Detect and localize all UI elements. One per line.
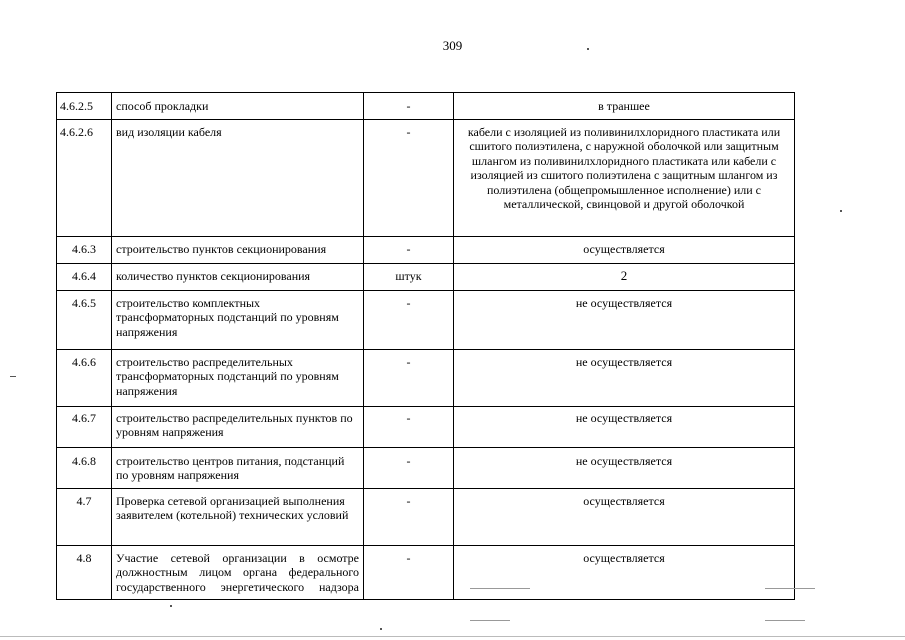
row-unit: - — [364, 546, 454, 600]
row-description: строительство пунктов секционирования — [112, 237, 364, 264]
row-value: осуществляется — [454, 489, 795, 546]
row-description: способ прокладки — [112, 93, 364, 120]
row-description: Участие сетевой организации в осмотре должностным лицом органа федерального государственного энергетического надзора — [112, 546, 364, 600]
row-number: 4.6.8 — [57, 448, 112, 489]
row-value: кабели с изоляцией из поливинилхлоридного пластиката или сшитого полиэтилена, с наружной оболочкой или защитным шлангом из поливинилхлоридного пластиката или кабели с изоляцией из сшитого полиэтилена с защитным шлангом из полиэтилена (общепромышленное исполнение) или с металлической, свинцовой и другой оболочкой — [454, 120, 795, 237]
table-row — [57, 93, 795, 120]
row-description: строительство распределительных трансформаторных подстанций по уровням напряжения — [112, 350, 364, 407]
row-value: не осуществляется — [454, 407, 795, 448]
row-unit: - — [364, 448, 454, 489]
scan-speck — [587, 48, 589, 50]
row-value: в траншее — [454, 93, 795, 120]
row-description: строительство комплектных трансформаторных подстанций по уровням напряжения — [112, 291, 364, 350]
table-row — [57, 264, 795, 291]
scan-speck — [170, 605, 172, 607]
scan-speck — [470, 620, 510, 621]
row-value: 2 — [454, 264, 795, 291]
table-row — [57, 237, 795, 264]
row-description: вид изоляции кабеля — [112, 120, 364, 237]
scan-speck — [380, 628, 382, 630]
row-value: не осуществляется — [454, 448, 795, 489]
table-row — [57, 546, 795, 600]
scan-speck — [470, 588, 530, 589]
row-description: Проверка сетевой организацией выполнения заявителем (котельной) технических условий — [112, 489, 364, 546]
row-number: 4.6.6 — [57, 350, 112, 407]
scan-speck — [0, 636, 905, 637]
row-value: осуществляется — [454, 546, 795, 600]
page-number: 309 — [442, 38, 463, 53]
table-row — [57, 291, 795, 350]
scan-speck — [765, 588, 815, 589]
row-number: 4.6.2.5 — [57, 93, 112, 120]
row-value: осуществляется — [454, 237, 795, 264]
row-description: строительство центров питания, подстанций по уровням напряжения — [112, 448, 364, 489]
row-unit: - — [364, 237, 454, 264]
row-number: 4.8 — [57, 546, 112, 600]
table-row — [57, 489, 795, 546]
row-number: 4.6.7 — [57, 407, 112, 448]
scan-speck — [10, 376, 16, 377]
row-number: 4.6.3 — [57, 237, 112, 264]
table-row — [57, 448, 795, 489]
row-number: 4.7 — [57, 489, 112, 546]
row-number: 4.6.4 — [57, 264, 112, 291]
row-unit: - — [364, 350, 454, 407]
row-unit: штук — [364, 264, 454, 291]
scan-speck — [840, 210, 842, 212]
row-description: строительство распределительных пунктов по уровням напряжения — [112, 407, 364, 448]
scan-speck — [765, 620, 805, 621]
row-unit: - — [364, 291, 454, 350]
row-value: не осуществляется — [454, 350, 795, 407]
row-unit: - — [364, 407, 454, 448]
row-description: количество пунктов секционирования — [112, 264, 364, 291]
row-unit: - — [364, 489, 454, 546]
row-number: 4.6.5 — [57, 291, 112, 350]
table-row — [57, 407, 795, 448]
table-row — [57, 120, 795, 237]
row-value: не осуществляется — [454, 291, 795, 350]
table-row — [57, 350, 795, 407]
row-unit: - — [364, 120, 454, 237]
row-unit: - — [364, 93, 454, 120]
specification-table — [56, 92, 795, 600]
row-number: 4.6.2.6 — [57, 120, 112, 237]
